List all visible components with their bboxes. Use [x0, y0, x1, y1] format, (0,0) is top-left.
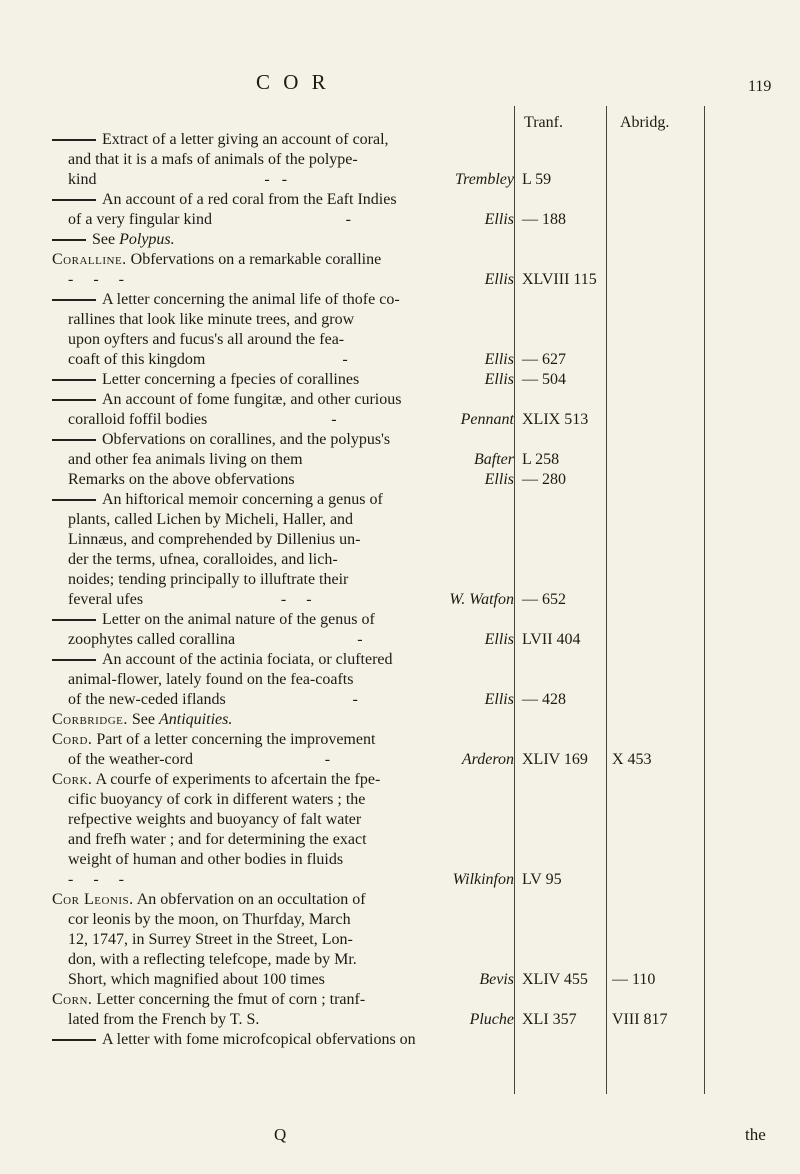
abridg-ref: X 453 [612, 751, 652, 768]
entry-text: Short, which magnified about 100 times [68, 971, 325, 988]
entry-text: An obfervation on an occultation of [136, 891, 366, 908]
author-name: Wilkinfon [452, 871, 514, 888]
entry-text: feveral ufes [68, 591, 144, 608]
tranf-ref: XLIV 169 [522, 751, 588, 768]
entry-text: der the terms, ufnea, coralloides, and lich- [68, 551, 338, 568]
entry-text: A letter with fome microfcopical obfervations on [102, 1031, 416, 1048]
dash-rule [52, 499, 96, 501]
tranf-ref: XLI 357 [522, 1011, 577, 1028]
entry-text: Linnæus, and comprehended by Dillenius un- [68, 531, 361, 548]
dash-rule [52, 139, 96, 141]
entry-text: don, with a reflecting telefcope, made by Mr. [68, 951, 357, 968]
entry-text: noides; tending principally to illuftrate their [68, 571, 349, 588]
tranf-ref: XLIX 513 [522, 411, 589, 428]
entry-text: Remarks on the above obfervations [68, 471, 295, 488]
tranf-ref: L 59 [522, 171, 552, 188]
abridg-ref: — 110 [612, 971, 656, 988]
author-name: Bevis [479, 971, 514, 988]
tranf-ref: — 652 [522, 591, 566, 608]
entry-text: coralloid foffil bodies [68, 411, 208, 428]
entry-text: zoophytes called corallina [68, 631, 236, 648]
author-name: Ellis [484, 471, 514, 488]
entry-heading: Coralline. [52, 251, 127, 268]
tranf-ref: L 258 [522, 451, 560, 468]
entry-text: lated from the French by T. S. [68, 1011, 260, 1028]
dash-rule [52, 239, 86, 241]
entry-text: rallines that look like minute trees, and grow [68, 311, 355, 328]
author-name: Ellis [484, 691, 514, 708]
entry-heading: Cork. [52, 771, 93, 788]
tranf-ref: — 627 [522, 351, 566, 368]
entry-text: Letter on the animal nature of the genus of [102, 611, 375, 628]
running-head: C O R [256, 70, 330, 94]
tranf-ref: — 280 [522, 471, 566, 488]
author-name: Ellis [484, 371, 514, 388]
tranf-ref: LVII 404 [522, 631, 581, 648]
entry-text: 12, 1747, in Surrey Street in the Street, Lon- [68, 931, 353, 948]
entry-text: animal-flower, lately found on the fea-coafts [68, 671, 354, 688]
dash-rule [52, 379, 96, 381]
entry-text: weight of human and other bodies in fluids [68, 851, 344, 868]
entry-heading: Cord. [52, 731, 93, 748]
author-name: Ellis [484, 271, 514, 288]
entry-text: An account of a red coral from the Eaft Indies [102, 191, 397, 208]
entry-heading: Corn. [52, 991, 93, 1008]
entry-text: kind [68, 171, 97, 188]
author-name: Ellis [484, 211, 514, 228]
author-name: Pluche [469, 1011, 514, 1028]
tranf-ref: LV 95 [522, 871, 562, 888]
entry-text: cific buoyancy of cork in different waters ; the [68, 791, 366, 808]
dash-rule [52, 299, 96, 301]
entry-text: Obfervations on corallines, and the polypus's [102, 431, 391, 448]
column-head-tranf: Tranf. [524, 114, 563, 131]
entry-text: cor leonis by the moon, on Thurfday, March [68, 911, 351, 928]
author-name: Trembley [455, 171, 514, 188]
entry-text: coaft of this kingdom [68, 351, 206, 368]
entry-text: Part of a letter concerning the improvement [96, 731, 376, 748]
entry-text: Extract of a letter giving an account of coral, [102, 131, 389, 148]
column-rule [514, 106, 515, 1094]
author-name: Pennant [460, 411, 514, 428]
tranf-ref: — 428 [522, 691, 566, 708]
author-name: Bafter [474, 451, 514, 468]
tranf-ref: XLVIII 115 [522, 271, 597, 288]
dash-rule [52, 399, 96, 401]
entry-text: upon oyfters and fucus's all around the fea- [68, 331, 345, 348]
book-page: C O R 119 Tranf. Abridg. Extract of a letter giving an account of coral, and that it is a mafs of animals of the polype- kind - - Trembley L 59 An account of a red coral from the Eaft Indies of a very fingular kind - Ellis — 188 See Polypus. Coralline. Obfervations on a remarkable coralline - - - Ellis XLVIII 115 A letter concerning the animal life of thofe co- rallines that look like minute trees, and grow upon oyfters and fucus's all around the fea- coaft of this kingdom - Ellis — 627 Letter concerning a fpecies of corallines Ellis — 504 An account of fome fungitæ, and other curious coralloid foffil bodies - Pennant XLIX 513 Obfervations on corallines, and the polypus's and other fea animals living on them Bafter L 258 Remarks on the above obfervations Ellis — 280 An hiftorical memoir concerning a genus of plants, called Lichen by Micheli, Haller, and Linnæus, and comprehended by Dillenius un- der the terms, ufnea, coralloides, and lich- noides; tending principally to illuftrate their feveral ufes - - W. Watfon — 652 Letter on the animal nature of the genus of zoophytes called corallina - Ellis LVII 404 An account of the actinia fociata, or cluftered animal-flower, lately found on the fea-coafts of the new-ceded iflands - Ellis — 428 Corbridge. See Antiquities. Cord. Part of a letter concerning the improvement of the weather-cord - Arderon XLIV 169 X 453 Cork. A courfe of experiments to afcertain the fpe- cific buoyancy of cork in different waters ; the refpective weights and buoyancy of falt water and frefh water ; and for determining the exact weight of human and other bodies in fluids - - - Wilkinfon LV 95 Cor Leonis. An obfervation on an occultation of cor leonis by the moon, on Thurfday, March 12, 1747, in Surrey Street in the Street, Lon- don, with a reflecting telefcope, made by Mr. Short, which magnified about 100 times Bevis XLIV 455 — 110 Corn. Letter concerning the fmut of corn ; tranf- lated from the French by T. S. Pluche XLI 357 VIII 817 A letter with fome microfcopical obfervations on Q the [52, 70, 772, 1144]
tranf-ref: — 188 [522, 211, 566, 228]
abridg-ref: VIII 817 [612, 1011, 668, 1028]
dash-rule [52, 199, 96, 201]
column-head-abridg: Abridg. [620, 114, 670, 131]
entry-text: An hiftorical memoir concerning a genus of [102, 491, 383, 508]
tranf-ref: XLIV 455 [522, 971, 588, 988]
cross-reference: Antiquities. [159, 711, 233, 728]
entry-text: Obfervations on a remarkable coralline [130, 251, 382, 268]
cross-reference: Polypus. [119, 231, 175, 248]
entry-text: See [92, 231, 120, 248]
author-name: Ellis [484, 351, 514, 368]
entry-heading: Corbridge. [52, 711, 128, 728]
author-name: Ellis [484, 631, 514, 648]
page-number: 119 [748, 78, 772, 95]
tranf-ref: — 504 [522, 371, 566, 388]
entry-text: of the weather-cord [68, 751, 193, 768]
dash-rule [52, 1039, 96, 1041]
entry-text: of the new-ceded iflands [68, 691, 226, 708]
entry-text: Letter concerning a fpecies of corallines [102, 371, 360, 388]
entry-text: and other fea animals living on them [68, 451, 303, 468]
author-name: W. Watfon [449, 591, 514, 608]
entry-text: A letter concerning the animal life of thofe co- [102, 291, 400, 308]
dash-rule [52, 659, 96, 661]
dash-rule [52, 619, 96, 621]
entry-text: Letter concerning the fmut of corn ; tranf- [96, 991, 366, 1008]
column-rule [606, 106, 607, 1094]
catchword: the [745, 1125, 766, 1144]
entry-text: See [131, 711, 160, 728]
author-name: Arderon [461, 751, 514, 768]
entry-heading: Cor Leonis. [52, 891, 134, 908]
column-rule [704, 106, 705, 1094]
entry-text: An account of the actinia fociata, or cluftered [102, 651, 393, 668]
catchword: Q [274, 1125, 287, 1144]
entry-text: of a very fingular kind [68, 211, 212, 228]
entry-text: refpective weights and buoyancy of falt water [68, 811, 362, 828]
entry-text: A courfe of experiments to afcertain the fpe- [95, 771, 381, 788]
entry-text: An account of fome fungitæ, and other curious [102, 391, 402, 408]
entry-text: and frefh water ; and for determining the exact [68, 831, 367, 848]
entry-text: plants, called Lichen by Micheli, Haller, and [68, 511, 354, 528]
dash-rule [52, 439, 96, 441]
entry-text: and that it is a mafs of animals of the polype- [68, 151, 358, 168]
